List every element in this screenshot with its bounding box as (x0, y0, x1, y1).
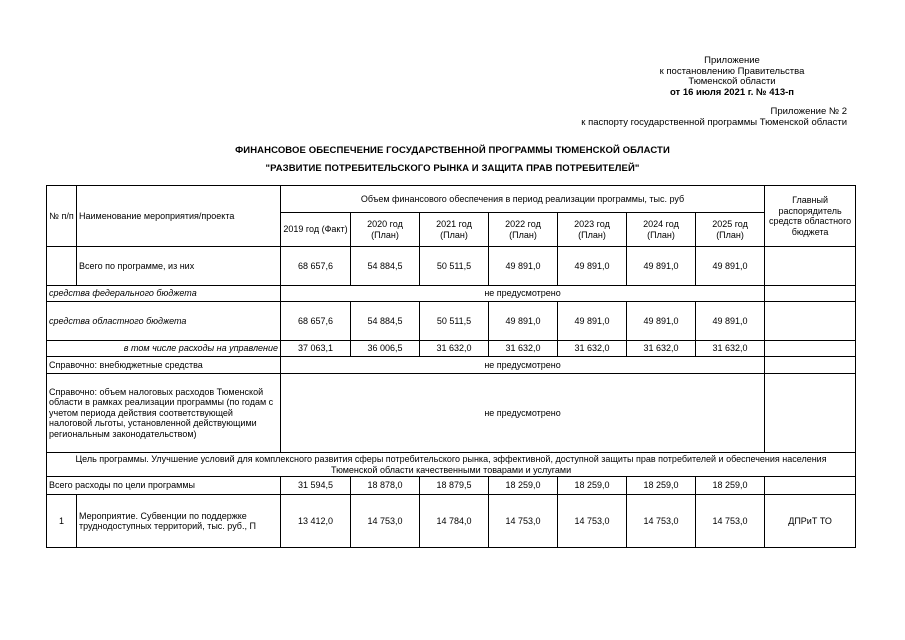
value-cell: 18 259,0 (696, 477, 765, 495)
row-label: Всего расходы по цели программы (47, 477, 281, 495)
value-cell: 49 891,0 (489, 302, 558, 341)
col-header-no: № п/п (47, 186, 77, 247)
value-cell: 14 784,0 (420, 495, 489, 548)
year-header: 2025 год (План) (696, 213, 765, 247)
value-cell: 31 594,5 (281, 477, 351, 495)
not-provided-cell: не предусмотрено (281, 286, 765, 302)
value-cell: 31 632,0 (558, 341, 627, 357)
col-header-name: Наименование мероприятия/проекта (77, 186, 281, 247)
value-cell: 49 891,0 (627, 302, 696, 341)
col-header-manager: Главный распорядитель средств областного бюджета (765, 186, 856, 247)
table-row-management (47, 341, 856, 357)
value-cell: 49 891,0 (558, 247, 627, 286)
value-cell: 54 884,5 (351, 247, 420, 286)
value-cell: 49 891,0 (696, 247, 765, 286)
appendix-header (600, 56, 864, 98)
value-cell: 49 891,0 (558, 302, 627, 341)
value-cell: 31 632,0 (627, 341, 696, 357)
appendix2-label: Приложение № 2 (770, 106, 847, 117)
value-cell: 50 511,5 (420, 247, 489, 286)
value-cell: 68 657,6 (281, 302, 351, 341)
year-header: 2019 год (Факт) (281, 213, 351, 247)
value-cell: 18 259,0 (627, 477, 696, 495)
value-cell: 49 891,0 (489, 247, 558, 286)
row-label: средства федерального бюджета (47, 286, 281, 302)
value-cell: 37 063,1 (281, 341, 351, 357)
not-provided-cell: не предусмотрено (281, 374, 765, 453)
table-row-offbudget (47, 357, 856, 374)
manager-cell: ДПРиТ ТО (765, 495, 856, 548)
value-cell: 18 879,5 (420, 477, 489, 495)
not-provided-cell: не предусмотрено (281, 357, 765, 374)
passport-label: к паспорту государственной программы Тюменской области (581, 117, 847, 128)
row-label: в том числе расходы на управление (47, 341, 281, 357)
value-cell: 50 511,5 (420, 302, 489, 341)
table-header-row (47, 186, 856, 213)
year-header: 2021 год (План) (420, 213, 489, 247)
value-cell: 49 891,0 (696, 302, 765, 341)
decree-label: к постановлению Правительства (659, 65, 805, 77)
value-cell: 68 657,6 (281, 247, 351, 286)
decree-date-number: от 16 июля 2021 г. № 413-п (669, 86, 795, 98)
value-cell: 31 632,0 (696, 341, 765, 357)
year-header: 2020 год (План) (351, 213, 420, 247)
value-cell: 14 753,0 (558, 495, 627, 548)
document-title: ФИНАНСОВОЕ ОБЕСПЕЧЕНИЕ ГОСУДАРСТВЕННОЙ ПРОГРАММЫ ТЮМЕНСКОЙ ОБЛАСТИ (235, 145, 670, 156)
item-number: 1 (47, 495, 77, 548)
year-header: 2024 год (План) (627, 213, 696, 247)
row-label: Справочно: внебюджетные средства (47, 357, 281, 374)
row-label: Всего по программе, из них (77, 247, 281, 286)
table-row-tax (47, 374, 856, 453)
value-cell: 13 412,0 (281, 495, 351, 548)
table-row-item (47, 495, 856, 548)
value-cell: 18 878,0 (351, 477, 420, 495)
value-cell: 18 259,0 (489, 477, 558, 495)
row-label: Справочно: объем налоговых расходов Тюменской области в рамках реализации программы (по годам с учетом периода действия соответствующей налоговой льготы, установленной действующими региональным законодательством) (47, 374, 281, 453)
row-label: Мероприятие. Субвенции по поддержке труднодоступных территорий, тыс. руб., П (77, 495, 281, 548)
value-cell: 31 632,0 (489, 341, 558, 357)
table-row-total (47, 247, 856, 286)
row-label: средства областного бюджета (47, 302, 281, 341)
table-row-goal-total (47, 477, 856, 495)
appendix-label: Приложение (704, 55, 760, 66)
col-header-volume: Объем финансового обеспечения в период реализации программы, тыс. руб (281, 186, 765, 213)
region-label: Тюменской области (688, 76, 776, 87)
value-cell: 54 884,5 (351, 302, 420, 341)
appendix2-header (581, 106, 847, 128)
table-row-goal (47, 453, 856, 477)
value-cell: 14 753,0 (489, 495, 558, 548)
year-header: 2022 год (План) (489, 213, 558, 247)
value-cell: 36 006,5 (351, 341, 420, 357)
year-header: 2023 год (План) (558, 213, 627, 247)
value-cell: 18 259,0 (558, 477, 627, 495)
value-cell: 14 753,0 (351, 495, 420, 548)
value-cell: 31 632,0 (420, 341, 489, 357)
table-row-regional (47, 302, 856, 341)
value-cell: 49 891,0 (627, 247, 696, 286)
financing-table (46, 185, 856, 548)
program-goal: Цель программы. Улучшение условий для комплексного развития сферы потребительского рынка, эффективной, доступной защиты прав потребителей и обеспечения населения Тюменской области качественными товарами и услугами (47, 453, 856, 477)
value-cell: 14 753,0 (696, 495, 765, 548)
table-row-federal (47, 286, 856, 302)
value-cell: 14 753,0 (627, 495, 696, 548)
program-title: "РАЗВИТИЕ ПОТРЕБИТЕЛЬСКОГО РЫНКА И ЗАЩИТА ПРАВ ПОТРЕБИТЕЛЕЙ" (265, 163, 640, 174)
